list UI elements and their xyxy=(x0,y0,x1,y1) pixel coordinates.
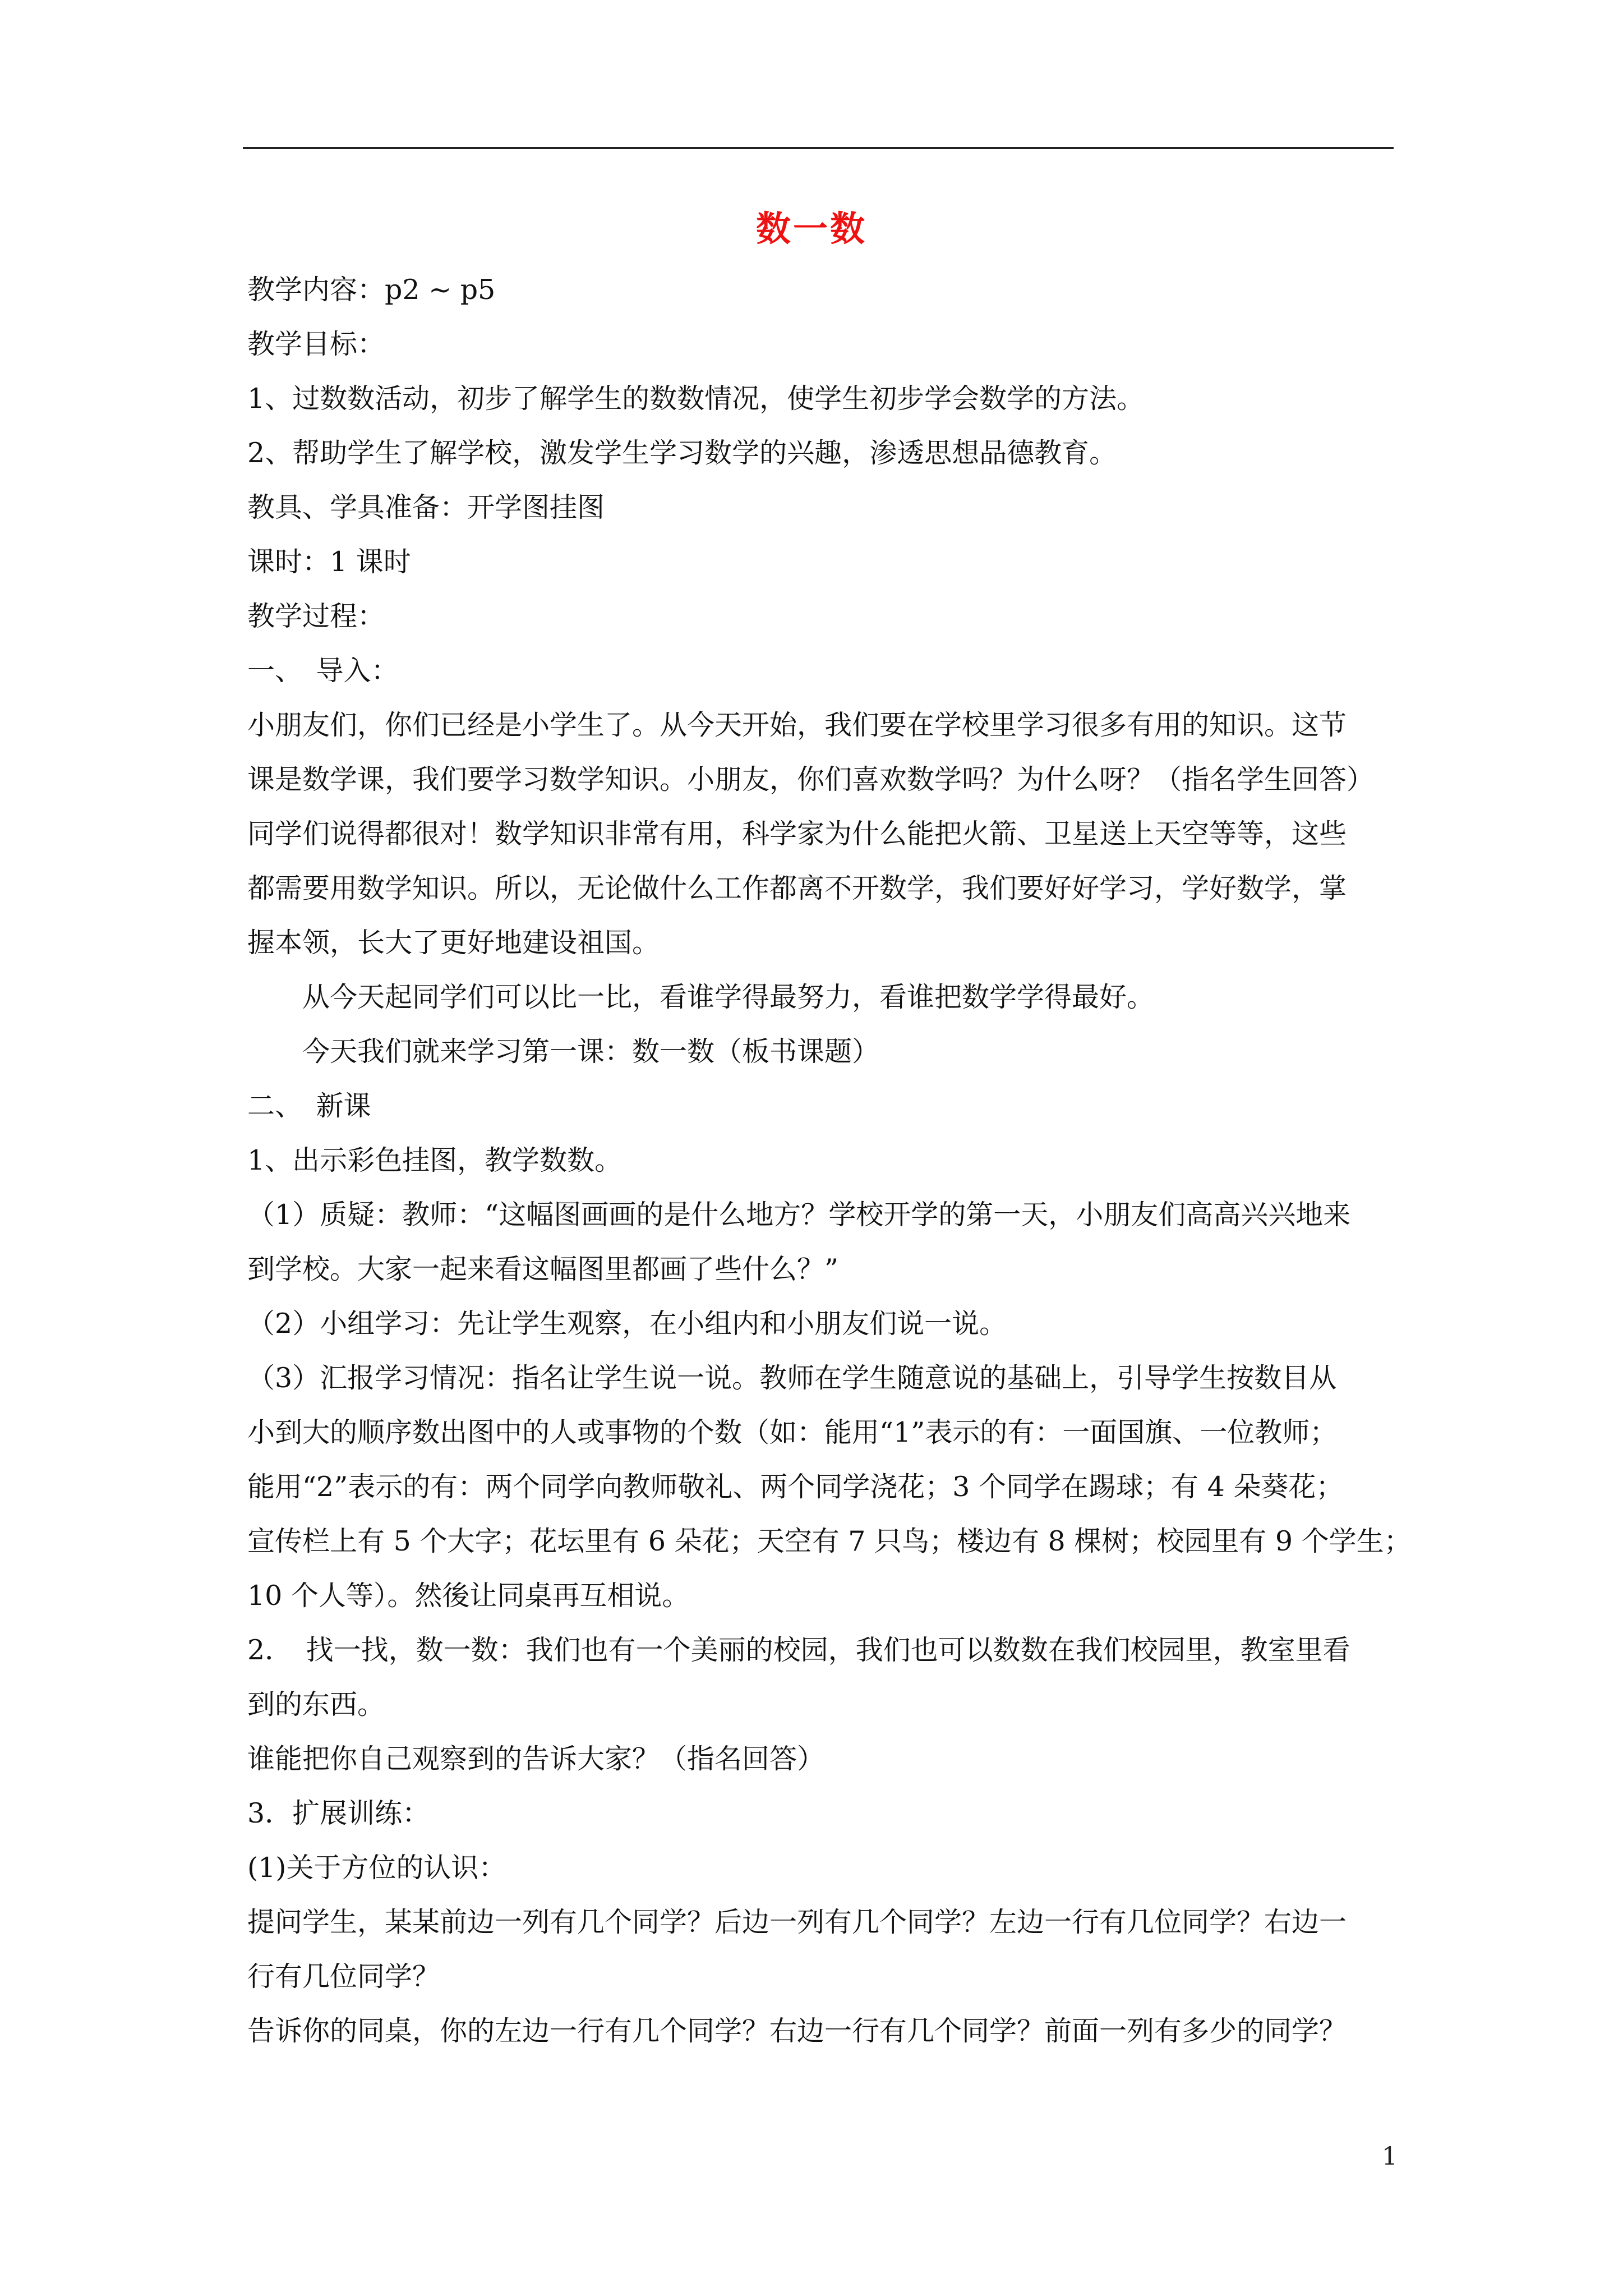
body-line: 行有几位同学？ xyxy=(247,1961,440,1993)
body-line: 二、 新课 xyxy=(247,1090,371,1122)
body-line: 到的东西。 xyxy=(247,1688,385,1720)
body-line: （3）汇报学习情况：指名让学生说一说。教师在学生随意说的基础上，引导学生按数目从 xyxy=(247,1362,1337,1394)
body-line: 课是数学课，我们要学习数学知识。小朋友，你们喜欢数学吗？为什么呀？（指名学生回答） xyxy=(247,763,1375,795)
body-line: （2）小组学习：先让学生观察，在小组内和小朋友们说一说。 xyxy=(247,1308,1007,1340)
body-line: 从今天起同学们可以比一比，看谁学得最努力，看谁把数学学得最好。 xyxy=(302,981,1155,1013)
body-line: 谁能把你自己观察到的告诉大家？（指名回答） xyxy=(247,1743,825,1775)
body-line: 告诉你的同桌，你的左边一行有几个同学？右边一行有几个同学？前面一列有多少的同学？ xyxy=(247,2015,1347,2047)
page-number: 1 xyxy=(1382,2142,1398,2171)
body-line: 今天我们就来学习第一课：数一数（板书课题） xyxy=(302,1036,880,1068)
body-line: 都需要用数学知识。所以，无论做什么工作都离不开数学，我们要好好学习，学好数学，掌 xyxy=(247,872,1347,904)
body-line: (1)关于方位的认识： xyxy=(247,1852,506,1884)
body-line: 到学校。大家一起来看这幅图里都画了些什么？” xyxy=(247,1253,839,1285)
body-line: 课时：1 课时 xyxy=(247,546,411,578)
body-line: 3．扩展训练： xyxy=(247,1797,430,1829)
body-line: 一、 导入： xyxy=(247,655,399,687)
body-line: 2． 找一找，数一数：我们也有一个美丽的校园，我们也可以数数在我们校园里，教室里看 xyxy=(247,1634,1350,1666)
header-rule xyxy=(243,147,1394,149)
body-line: 握本领，长大了更好地建设祖国。 xyxy=(247,927,660,959)
body-line: 2、帮助学生了解学校，激发学生学习数学的兴趣，渗透思想品德教育。 xyxy=(247,437,1117,469)
document-body xyxy=(247,263,1412,2058)
body-line: （1）质疑：教师：“这幅图画画的是什么地方？学校开学的第一天，小朋友们高高兴兴地来 xyxy=(247,1199,1351,1231)
body-line: 小朋友们，你们已经是小学生了。从今天开始，我们要在学校里学习很多有用的知识。这节 xyxy=(247,709,1347,741)
document-title: 数一数 xyxy=(755,208,867,249)
body-line: 教学目标： xyxy=(247,328,385,360)
body-line: 10 个人等）。然後让同桌再互相说。 xyxy=(247,1580,690,1612)
body-line: 能用“2”表示的有：两个同学向教师敬礼、两个同学浇花；3 个同学在踢球；有 4 朵葵花； xyxy=(247,1471,1344,1503)
body-line: 小到大的顺序数出图中的人或事物的个数（如：能用“1”表示的有：一面国旗、一位教师； xyxy=(247,1416,1338,1448)
body-line: 教学内容：p2 ~ p5 xyxy=(247,274,496,306)
body-line: 教具、学具准备：开学图挂图 xyxy=(247,491,605,523)
body-line: 教学过程： xyxy=(247,600,385,632)
body-line: 1、出示彩色挂图，教学数数。 xyxy=(247,1144,623,1176)
body-line: 提问学生，某某前边一列有几个同学？后边一列有几个同学？左边一行有几位同学？右边一 xyxy=(247,1906,1347,1938)
body-line: 1、过数数活动，初步了解学生的数数情况，使学生初步学会数学的方法。 xyxy=(247,383,1145,415)
body-line: 宣传栏上有 5 个大字；花坛里有 6 朵花；天空有 7 只鸟；楼边有 8 棵树；校园里有 9 个学生； xyxy=(247,1525,1412,1557)
body-line: 同学们说得都很对！数学知识非常有用，科学家为什么能把火箭、卫星送上天空等等，这些 xyxy=(247,818,1347,850)
